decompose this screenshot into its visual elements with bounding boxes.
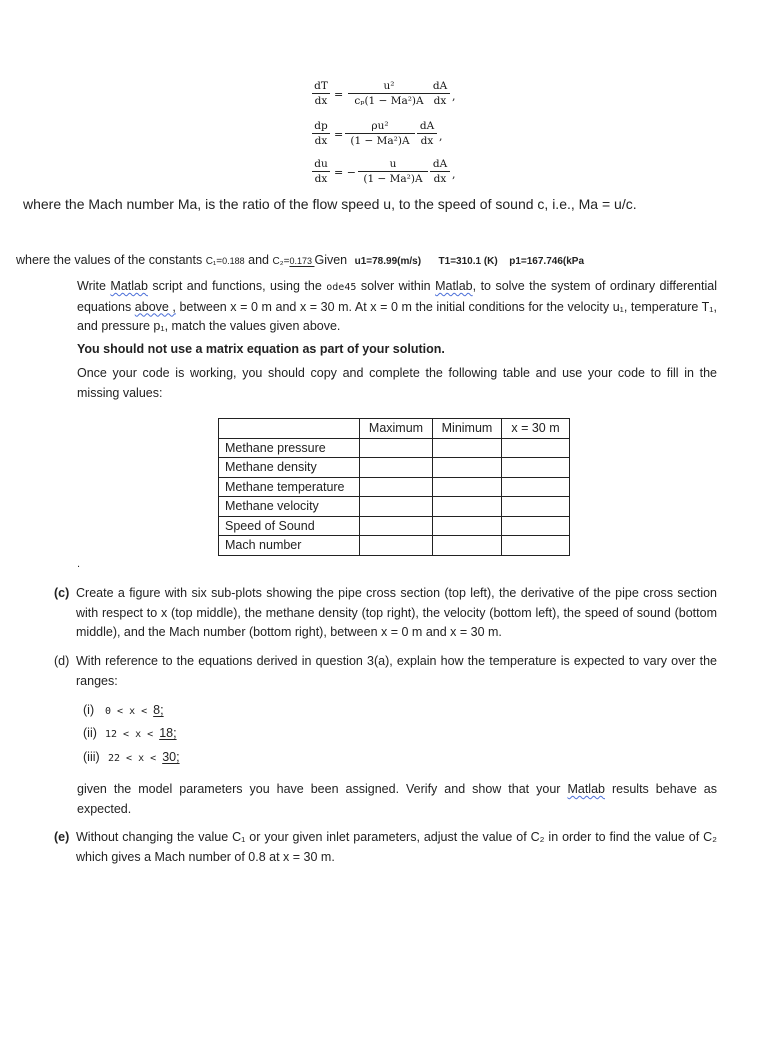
eq1-tail-den: dx: [433, 95, 447, 107]
range-i-label: (i): [83, 703, 95, 717]
cell-velocity-x30[interactable]: [502, 497, 570, 517]
range-ii-end: 18;: [159, 726, 177, 740]
cell-sound-min[interactable]: [433, 516, 502, 536]
para3-matlab: Matlab: [567, 782, 605, 796]
constants-line: [16, 253, 584, 267]
c2-value: 0.173: [289, 256, 315, 266]
row-label-density: Methane density: [219, 458, 360, 478]
cell-temperature-max[interactable]: [360, 477, 433, 497]
cell-pressure-min[interactable]: [433, 438, 502, 458]
cell-velocity-max[interactable]: [360, 497, 433, 517]
t1-value: T1=310.1 (K): [438, 256, 498, 267]
range-iii-label: (iii): [83, 750, 100, 764]
item-d: [54, 652, 717, 691]
cell-temperature-x30[interactable]: [502, 477, 570, 497]
eq2-end: ,: [439, 130, 443, 143]
range-i-expr: 0 < x <: [105, 706, 154, 717]
item-c-label: (c): [54, 586, 70, 600]
stray-dot: .: [77, 558, 81, 570]
eq3-rhs-den: (1 − Ma²)A: [363, 173, 423, 185]
range-i: [83, 703, 164, 717]
eq2-tail-num: dA: [417, 120, 437, 134]
cell-pressure-max[interactable]: [360, 438, 433, 458]
item-e: [54, 828, 717, 867]
row-label-velocity: Methane velocity: [219, 497, 360, 517]
eq3-tail-num: dA: [430, 158, 450, 172]
para1-text-4: , to solve the system of ordinary differential equations: [77, 279, 717, 314]
constants-prefix: where the values of the constants: [16, 253, 206, 267]
eq3-op: = −: [334, 166, 356, 179]
item-c-text: Create a figure with six sub-plots showing the pipe cross section (top left), the derivative of the pipe cross section with respect to x (top middle), the methane density (top right), the velocity (bottom left), the speed of sound (bottom middle), and the Mach number (bottom right), between x = 0 m and x = 30 m.: [76, 586, 717, 639]
cell-temperature-min[interactable]: [433, 477, 502, 497]
results-table: [218, 418, 570, 556]
range-ii: [83, 726, 177, 740]
equation-dp: [312, 120, 472, 160]
cell-pressure-x30[interactable]: [502, 438, 570, 458]
u1-value: u1=78.99(m/s): [354, 256, 422, 267]
eq3-rhs-num: u: [358, 158, 428, 172]
cell-velocity-min[interactable]: [433, 497, 502, 517]
verify-paragraph: [77, 780, 717, 819]
table-row: [219, 516, 570, 536]
item-d-text: With reference to the equations derived in question 3(a), explain how the temperature is expected to vary over the ranges:: [76, 654, 717, 688]
table-corner: [219, 419, 360, 439]
equation-dT: [312, 80, 472, 120]
table-row: [219, 497, 570, 517]
para1-above: above ,: [134, 299, 176, 314]
c1-value: 0.188: [222, 256, 245, 266]
range-i-end: 8;: [153, 703, 164, 717]
cell-density-min[interactable]: [433, 458, 502, 478]
table-row: [219, 438, 570, 458]
eq1-rhs-num: u²: [348, 80, 430, 94]
eq1-op: =: [334, 88, 344, 101]
table-instruction: Once your code is working, you should copy and complete the following table and use your code to fill in the missing values:: [77, 366, 717, 400]
p1-value: p1=167.746(kPa: [509, 256, 584, 267]
eq1-rhs-den: cₚ(1 − Ma²)A: [354, 95, 424, 107]
mach-definition: where the Mach number Ma, is the ratio of the flow speed u, to the speed of sound c, i.e., Ma = u/c.: [23, 196, 637, 212]
ode45-code: ode45: [326, 282, 357, 293]
cell-sound-max[interactable]: [360, 516, 433, 536]
given-label: Given: [314, 253, 351, 267]
range-iii: [83, 750, 180, 764]
eq3-lhs-den: dx: [314, 173, 328, 185]
header-minimum: Minimum: [433, 419, 502, 439]
equation-du: [312, 158, 472, 198]
row-label-sound: Speed of Sound: [219, 516, 360, 536]
para1-text-2: script and functions, using the: [147, 279, 327, 293]
row-label-mach: Mach number: [219, 536, 360, 556]
row-label-temperature: Methane temperature: [219, 477, 360, 497]
cell-mach-max[interactable]: [360, 536, 433, 556]
para1-text-3: solver within: [356, 279, 436, 293]
eq3-tail-den: dx: [433, 173, 447, 185]
c1-label: C₁=: [205, 256, 223, 267]
eq2-op: =: [334, 128, 344, 141]
table-row: [219, 536, 570, 556]
eq2-rhs-num: ρu²: [345, 120, 415, 134]
eq3-lhs-num: du: [312, 158, 330, 172]
range-ii-label: (ii): [83, 726, 97, 740]
table-row: [219, 458, 570, 478]
eq1-lhs-den: dx: [314, 95, 328, 107]
cell-sound-x30[interactable]: [502, 516, 570, 536]
para1-matlab-1: Matlab: [110, 279, 148, 293]
para1-matlab-2: Matlab: [435, 279, 473, 293]
eq2-lhs-num: dp: [312, 120, 330, 134]
cell-density-x30[interactable]: [502, 458, 570, 478]
item-c: [54, 584, 717, 643]
eq1-tail-num: dA: [430, 80, 450, 94]
constants-and: and: [244, 253, 273, 267]
item-d-label: (d): [54, 654, 70, 668]
eq3-end: ,: [452, 168, 456, 181]
header-maximum: Maximum: [360, 419, 433, 439]
eq2-lhs-den: dx: [314, 135, 328, 147]
row-label-pressure: Methane pressure: [219, 438, 360, 458]
header-x30: x = 30 m: [502, 419, 570, 439]
table-row: [219, 477, 570, 497]
range-iii-end: 30;: [162, 750, 180, 764]
cell-mach-min[interactable]: [433, 536, 502, 556]
range-ii-expr: 12 < x <: [105, 729, 160, 740]
para3-text-1: given the model parameters you have been assigned. Verify and show that your: [77, 782, 568, 796]
eq2-tail-den: dx: [420, 135, 434, 147]
bold-note: You should not use a matrix equation as part of your solution.: [77, 342, 445, 356]
para1-text-5: between x = 0 m and x = 30 m. At x = 0 m the initial conditions for the velocity u₁, temperature T₁, and pressure p₁, match the values given above.: [77, 299, 717, 333]
cell-density-max[interactable]: [360, 458, 433, 478]
eq1-end: ,: [452, 90, 456, 103]
item-e-label: (e): [54, 830, 70, 844]
para1-text-1: Write: [77, 279, 111, 293]
para3-text-2: results behave as expected.: [77, 782, 718, 816]
cell-mach-x30[interactable]: [502, 536, 570, 556]
eq1-lhs-num: dT: [312, 80, 330, 94]
c2-label: C₂=: [272, 256, 290, 267]
instruction-paragraph: [77, 277, 717, 337]
range-iii-expr: 22 < x <: [108, 753, 163, 764]
item-e-text: Without changing the value C₁ or your given inlet parameters, adjust the value of C₂ in order to find the value of C₂ which gives a Mach number of 0.8 at x = 30 m.: [76, 830, 717, 864]
eq2-rhs-den: (1 − Ma²)A: [350, 135, 410, 147]
